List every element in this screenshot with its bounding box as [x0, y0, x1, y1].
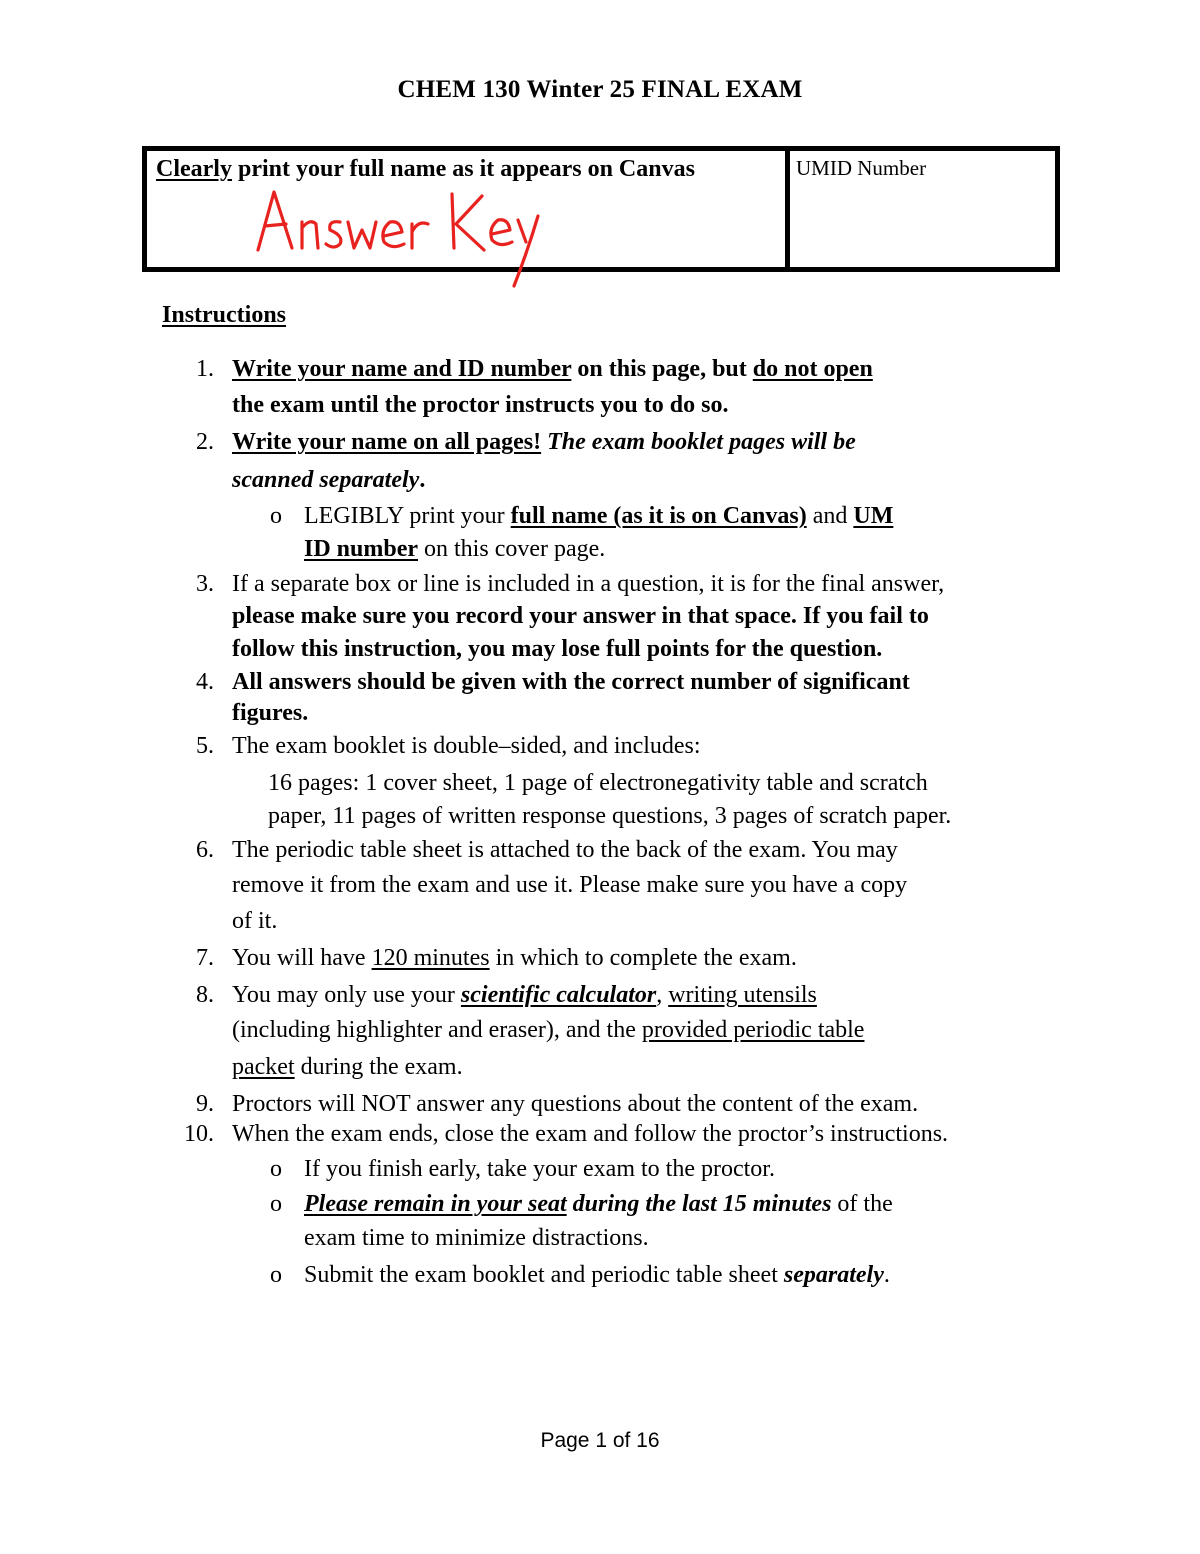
item-number: 4. — [196, 669, 214, 695]
item-number: 9. — [196, 1091, 214, 1117]
instruction-8-line-1: You may only use your scientific calculator, writing utensils — [232, 982, 817, 1008]
item-number: 6. — [196, 837, 214, 863]
instruction-10-sub-2-line-2: exam time to minimize distractions. — [304, 1225, 649, 1251]
item-number: 10. — [184, 1121, 214, 1147]
instruction-10-sub-3: Submit the exam booklet and periodic table sheet separately. — [304, 1262, 890, 1288]
instruction-2-line-1: Write your name on all pages! The exam booklet pages will be — [232, 429, 856, 455]
instructions-heading: Instructions — [162, 302, 287, 328]
instruction-4-line-2: figures. — [232, 700, 309, 726]
instruction-5-line-3: paper, 11 pages of written response questions, 3 pages of scratch paper. — [268, 803, 952, 829]
answer-key-handwriting — [252, 186, 552, 296]
instruction-1-line-1: Write your name and ID number on this page, but do not open — [232, 356, 873, 382]
exam-title: CHEM 130 Winter 25 FINAL EXAM — [397, 76, 803, 103]
instruction-6-line-1: The periodic table sheet is attached to the back of the exam. You may — [232, 837, 898, 863]
bullet-icon: o — [270, 1191, 282, 1217]
instruction-6-line-2: remove it from the exam and use it. Please make sure you have a copy — [232, 872, 908, 898]
umid-field[interactable] — [790, 151, 1055, 267]
instruction-6-line-3: of it. — [232, 908, 278, 934]
umid-label: UMID Number — [796, 156, 927, 180]
instruction-5-line-1: The exam booklet is double–sided, and includes: — [232, 733, 701, 759]
item-number: 3. — [196, 571, 214, 597]
instruction-2-line-2: scanned separately. — [232, 467, 426, 493]
item-number: 1. — [196, 356, 214, 382]
instruction-10-line-1: When the exam ends, close the exam and follow the proctor’s instructions. — [232, 1121, 949, 1147]
name-label: Clearly print your full name as it appears on Canvas — [156, 156, 695, 182]
bullet-icon: o — [270, 503, 282, 529]
item-number: 7. — [196, 945, 214, 971]
item-number: 5. — [196, 733, 214, 759]
instruction-3-line-1: If a separate box or line is included in a question, it is for the final answer, — [232, 571, 945, 597]
bullet-icon: o — [270, 1156, 282, 1182]
instruction-9: Proctors will NOT answer any questions about the content of the exam. — [232, 1091, 919, 1117]
instruction-8-line-3: packet during the exam. — [232, 1054, 463, 1080]
item-number: 8. — [196, 982, 214, 1008]
instruction-8-line-2: (including highlighter and eraser), and the provided periodic table — [232, 1017, 865, 1043]
instruction-3-line-3: follow this instruction, you may lose full points for the question. — [232, 636, 883, 662]
instruction-1-line-2: the exam until the proctor instructs you to do so. — [232, 392, 729, 418]
instruction-2-sub-line-2: ID number on this cover page. — [304, 536, 606, 562]
item-number: 2. — [196, 429, 214, 455]
instruction-10-sub-1: If you finish early, take your exam to the proctor. — [304, 1156, 775, 1182]
instruction-10-sub-2-line-1: Please remain in your seat during the last 15 minutes of the — [304, 1191, 893, 1217]
bullet-icon: o — [270, 1262, 282, 1288]
instruction-7: You will have 120 minutes in which to complete the exam. — [232, 945, 797, 971]
instruction-3-line-2: please make sure you record your answer in that space. If you fail to — [232, 603, 929, 629]
page-number: Page 1 of 16 — [540, 1429, 660, 1452]
instruction-2-sub-line-1: LEGIBLY print your full name (as it is on Canvas) and UM — [304, 503, 894, 529]
instruction-5-line-2: 16 pages: 1 cover sheet, 1 page of electronegativity table and scratch — [268, 770, 928, 796]
instruction-4-line-1: All answers should be given with the correct number of significant — [232, 669, 910, 695]
